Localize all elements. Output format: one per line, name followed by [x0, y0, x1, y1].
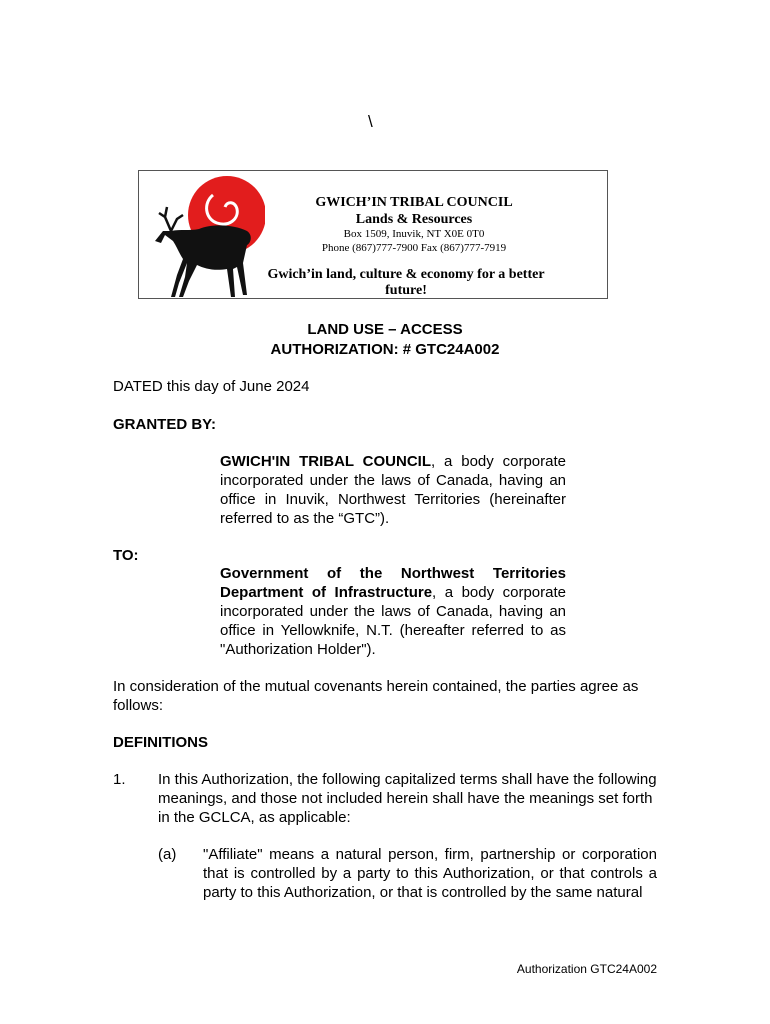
- grantee-paragraph: [220, 564, 566, 659]
- subclause-a-text: "Affiliate" means a natural person, firm, partnership or corporation that is controlled by a party to this Authorization, or that controls a party to this Authorization, or that is controlled by the same natural: [203, 846, 657, 901]
- grantee-name: Government of the Northwest Territories Department of Infrastructure: [220, 565, 566, 601]
- logo-caribou-silhouette: [155, 225, 251, 297]
- letterhead-organization: GWICH’IN TRIBAL COUNCIL: [315, 195, 513, 210]
- grantor-paragraph: [220, 452, 566, 528]
- letterhead: [138, 170, 608, 299]
- grantee-description: , a body corporate incorporated under the laws of Canada, having an office in Yellowknife, N.T. (hereafter referred to as "Authorization Holder").: [220, 584, 566, 658]
- subclause-label: (a): [158, 846, 177, 863]
- consideration-paragraph: In consideration of the mutual covenants herein contained, the parties agree as follows:: [113, 678, 639, 714]
- clause-1-text: In this Authorization, the following capitalized terms shall have the following meanings, and those not included herein shall have the meanings set forth in the GCLCA, as applicable:: [158, 771, 657, 826]
- page-footer: Authorization GTC24A002: [516, 962, 657, 976]
- dated-line: DATED this day of June 2024: [113, 378, 310, 395]
- stray-backslash: \: [368, 112, 373, 131]
- granted-by-heading: GRANTED BY:: [113, 416, 217, 433]
- to-heading: TO:: [113, 547, 139, 564]
- grantor-name: GWICH'IN TRIBAL COUNCIL: [220, 453, 431, 470]
- document-title-line-1: LAND USE – ACCESS: [307, 321, 463, 338]
- letterhead-department: Lands & Resources: [355, 212, 473, 227]
- letterhead-tagline: Gwich’in land, culture & economy for a better future!: [267, 267, 545, 298]
- letterhead-phone: Phone (867)777-7900 Fax (867)777-7919: [321, 242, 507, 254]
- logo-antlers: [159, 207, 183, 231]
- letterhead-address: Box 1509, Inuvik, NT X0E 0T0: [343, 228, 485, 240]
- definitions-heading: DEFINITIONS: [113, 734, 209, 751]
- document-title-line-2: AUTHORIZATION: # GTC24A002: [270, 341, 500, 358]
- grantor-description: , a body corporate incorporated under the laws of Canada, having an office in Inuvik, Northwest Territories (hereinafter referred to as the “GTC”).: [220, 453, 566, 527]
- clause-number: 1.: [113, 771, 126, 788]
